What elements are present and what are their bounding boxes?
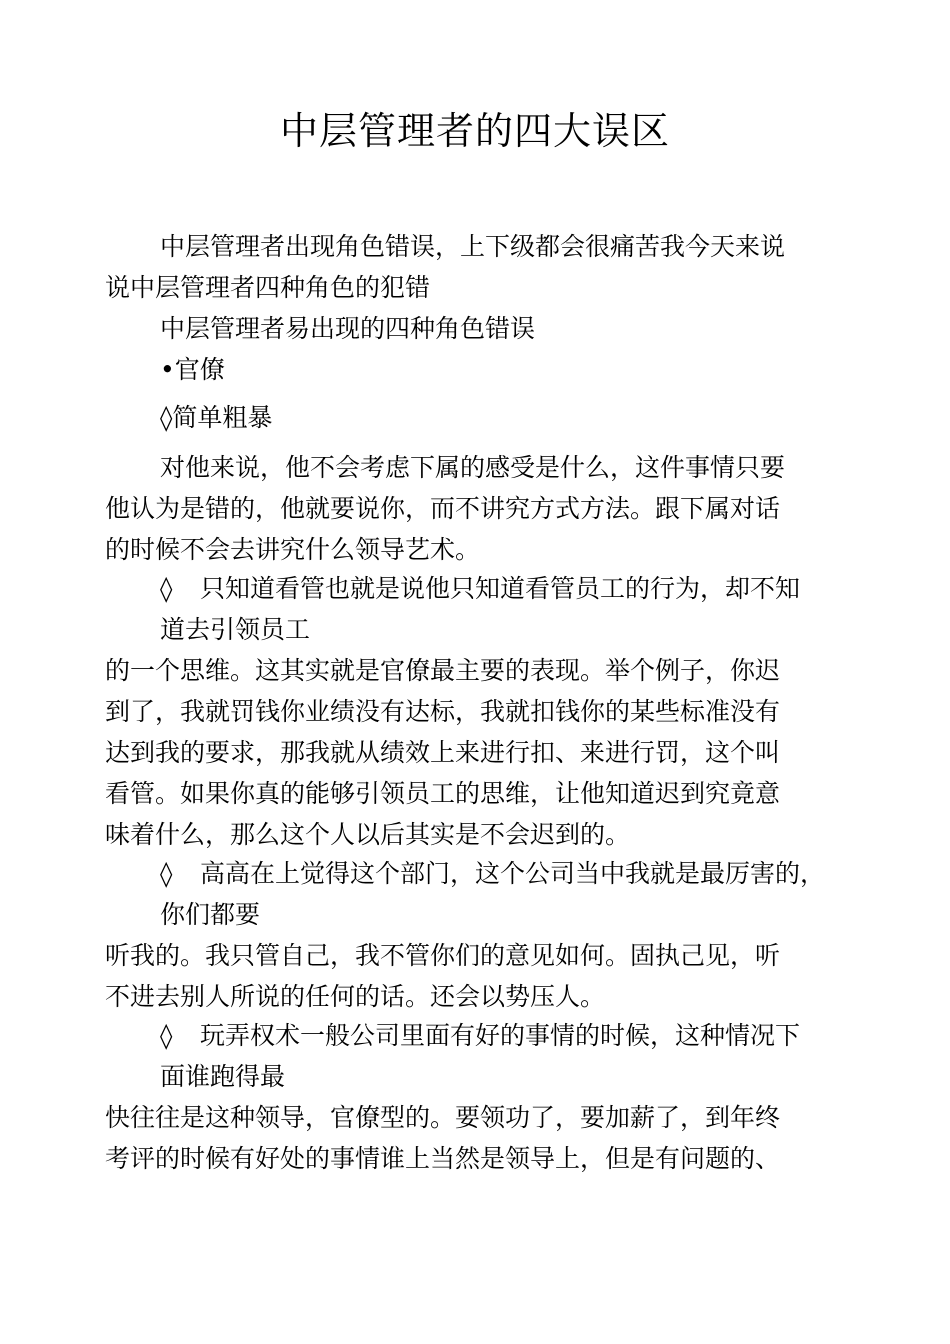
paragraph-line: 对他来说，他不会考虑下属的感受是什么，这件事情只要 xyxy=(160,453,786,482)
paragraph-line: 考评的时候有好处的事情谁上当然是领导上，但是有问题的、 xyxy=(105,1144,781,1173)
diamond-icon: ◊ xyxy=(160,859,173,888)
diamond-icon: ◊ xyxy=(160,1021,173,1050)
paragraph-line: 的一个思维。这其实就是官僚最主要的表现。举个例子，你迟 xyxy=(105,656,781,685)
bullet-heading: •官僚 xyxy=(160,355,225,384)
paragraph-line: 听我的。我只管自己，我不管你们的意见如何。固执己见，听 xyxy=(105,941,781,970)
paragraph-line: 道去引领员工 xyxy=(160,615,311,644)
paragraph-line: 的时候不会去讲究什么领导艺术。 xyxy=(105,535,481,564)
list-item-text: 只知道看管也就是说他只知道看管员工的行为，却不知 xyxy=(200,574,801,603)
paragraph-line: 达到我的要求，那我就从绩效上来进行扣、来进行罚，这个叫 xyxy=(105,738,781,767)
list-item xyxy=(160,859,825,889)
paragraph-line: 到了，我就罚钱你业绩没有达标，我就扣钱你的某些标准没有 xyxy=(105,697,781,726)
document-title: 中层管理者的四大误区 xyxy=(279,109,670,153)
paragraph-line: 面谁跑得最 xyxy=(160,1062,286,1091)
paragraph-line: 你们都要 xyxy=(160,900,261,929)
paragraph-line: 他认为是错的，他就要说你，而不讲究方式方法。跟下属对话 xyxy=(105,494,781,523)
paragraph-line: 看管。如果你真的能够引领员工的思维，让他知道迟到究竟意 xyxy=(105,779,781,808)
list-item-text: 玩弄权术一般公司里面有好的事情的时候，这种情况下 xyxy=(200,1021,801,1050)
list-item xyxy=(160,1021,800,1051)
diamond-icon: ◊ xyxy=(160,574,173,603)
paragraph-line: 味着什么，那么这个人以后其实是不会迟到的。 xyxy=(105,820,631,849)
paragraph-line: 说中层管理者四种角色的犯错 xyxy=(105,273,431,302)
list-item xyxy=(160,574,800,604)
paragraph-line: 快往往是这种领导，官僚型的。要领功了，要加薪了，到年终 xyxy=(105,1103,781,1132)
list-item-text: 高高在上觉得这个部门，这个公司当中我就是最厉害的， xyxy=(200,859,826,888)
paragraph-line: 中层管理者易出现的四种角色错误 xyxy=(160,314,536,343)
paragraph-line: 中层管理者出现角色错误，上下级都会很痛苦我今天来说 xyxy=(160,232,786,261)
sub-heading: ◊简单粗暴 xyxy=(160,403,273,432)
paragraph-line: 不进去别人所说的任何的话。还会以势压人。 xyxy=(105,982,606,1011)
